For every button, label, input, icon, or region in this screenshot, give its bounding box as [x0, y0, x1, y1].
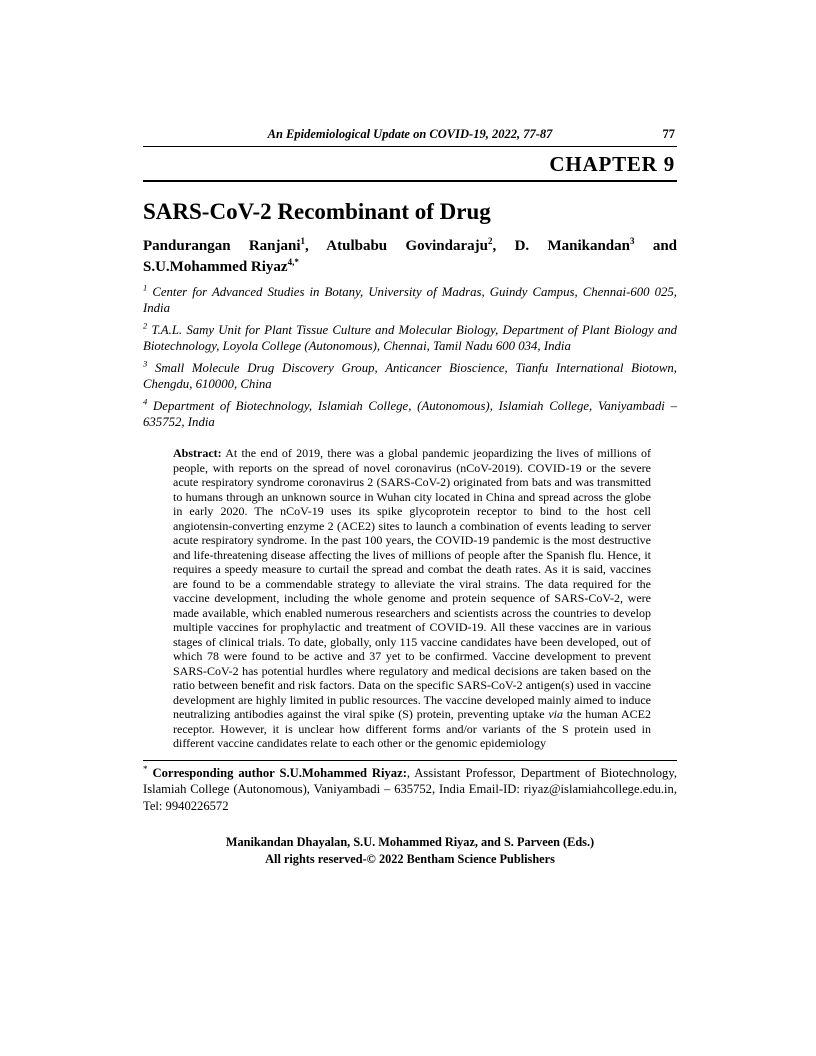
chapter-rule	[143, 180, 677, 182]
chapter-heading: CHAPTER 9	[549, 152, 675, 176]
affiliation-text: Small Molecule Drug Discovery Group, Anticancer Bioscience, Tianfu International Biotown, Chengdu, 610000, China	[143, 361, 677, 391]
author-affiliation-marker: 1	[300, 236, 306, 246]
authors-line	[143, 236, 677, 278]
footnote-marker: *	[143, 763, 148, 774]
abstract-text: the human ACE2 receptor. However, it is unclear how different forms and/or variants of the S protein used in different vaccine candidates relate to each other or the genomic epidemiology	[173, 707, 651, 750]
running-title: An Epidemiological Update on COVID-19, 2022, 77-87	[267, 127, 553, 141]
copyright-line: All rights reserved-© 2022 Bentham Science Publishers	[265, 852, 555, 866]
affiliation-marker: 1	[143, 282, 148, 293]
author-name: Pandurangan Ranjani	[143, 238, 301, 254]
author-separator: ,	[492, 238, 515, 254]
author-separator: ,	[305, 238, 327, 254]
affiliation	[143, 360, 677, 392]
author-name: D. Manikandan	[514, 238, 630, 254]
abstract-italic-word: via	[548, 707, 563, 721]
affiliation-text: T.A.L. Samy Unit for Plant Tissue Culture and Molecular Biology, Department of Plant Biology and Biotechnology, Loyola College (Autonomous), Chennai, Tamil Nadu 600 034, India	[143, 323, 677, 353]
editors-line: Manikandan Dhayalan, S.U. Mohammed Riyaz, and S. Parveen (Eds.)	[225, 835, 595, 849]
author-affiliation-marker: 4,*	[287, 257, 299, 267]
affiliation	[143, 398, 677, 430]
publisher-footer	[143, 834, 677, 868]
page-number: 77	[662, 127, 675, 141]
affiliation-marker: 4	[143, 396, 148, 407]
affiliation-marker: 3	[143, 358, 148, 369]
footnote-rule	[143, 760, 677, 761]
article-title: SARS-CoV-2 Recombinant of Drug	[143, 199, 491, 224]
abstract-text: At the end of 2019, there was a global pandemic jeopardizing the lives of millions of people, with reports on the spread of novel coronavirus (nCoV-2019). COVID-19 or the severe acute respiratory syndrome coronavirus 2 (SARS-CoV-2) originated from bats and was transmitted to humans through an unknown source in Wuhan city located in China and spread across the globe in early 2020. The nCoV-19 uses its spike glycoprotein receptor to bind to the host cell angiotensin-converting enzyme 2 (ACE2) sites to launch a combination of events leading to server acute respiratory syndrome. In the past 100 years, the COVID-19 pandemic is the most destructive and life-threatening disease affecting the lives of millions of people after the Spanish flu. Hence, it requires a speedy measure to curtail the spread and combat the death rates. As it is said, vaccines are found to be a commendable strategy to alleviate the viral strains. The data required for the vaccine development, including the whole genome and protein sequence of SARS-CoV-2, were made available, which enabled numerous researchers and scientists across the countries to develop multiple vaccines for prophylactic and treatment of COVID-19. All these vaccines are in various stages of clinical trials. To date, globally, only 115 vaccine candidates have been developed, out of which 78 were found to be active and 37 yet to be confirmed. Vaccine development to prevent SARS-CoV-2 has potential hurdles where regulatory and medical decisions are taken based on the ratio between benefit and risk factors. Data on the specific SARS-CoV-2 antigen(s) used in vaccine development are highly limited in public resources. The vaccine developed mainly aimed to induce neutralizing antibodies against the viral spike (S) protein, preventing uptake	[173, 446, 651, 721]
abstract	[173, 446, 651, 751]
affiliation-text: Department of Biotechnology, Islamiah College, (Autonomous), Islamiah College, Vaniyambadi – 635752, India	[143, 399, 677, 429]
footnote-text: , Assistant Professor, Department of Biotechnology, Islamiah College (Autonomous), Vaniyambadi – 635752, India Email-ID: riyaz@islamiahcollege.edu.in, Tel: 9940226572	[143, 765, 677, 813]
author-affiliation-marker: 3	[630, 236, 635, 246]
corresponding-author-footnote	[143, 765, 677, 815]
abstract-label: Abstract:	[173, 446, 222, 460]
affiliation	[143, 322, 677, 354]
affiliation	[143, 284, 677, 316]
page-content	[143, 126, 677, 868]
footnote-bold-text: Corresponding author S.U.Mohammed Riyaz:	[152, 765, 407, 780]
author-name: S.U.Mohammed Riyaz	[143, 259, 288, 275]
affiliation-text: Center for Advanced Studies in Botany, University of Madras, Guindy Campus, Chennai-600 025, India	[143, 285, 677, 315]
author-separator: and	[634, 238, 677, 254]
running-header	[143, 126, 677, 142]
author-affiliation-marker: 2	[487, 236, 493, 246]
author-name: Atulbabu Govindaraju	[326, 238, 488, 254]
affiliation-marker: 2	[143, 320, 148, 331]
